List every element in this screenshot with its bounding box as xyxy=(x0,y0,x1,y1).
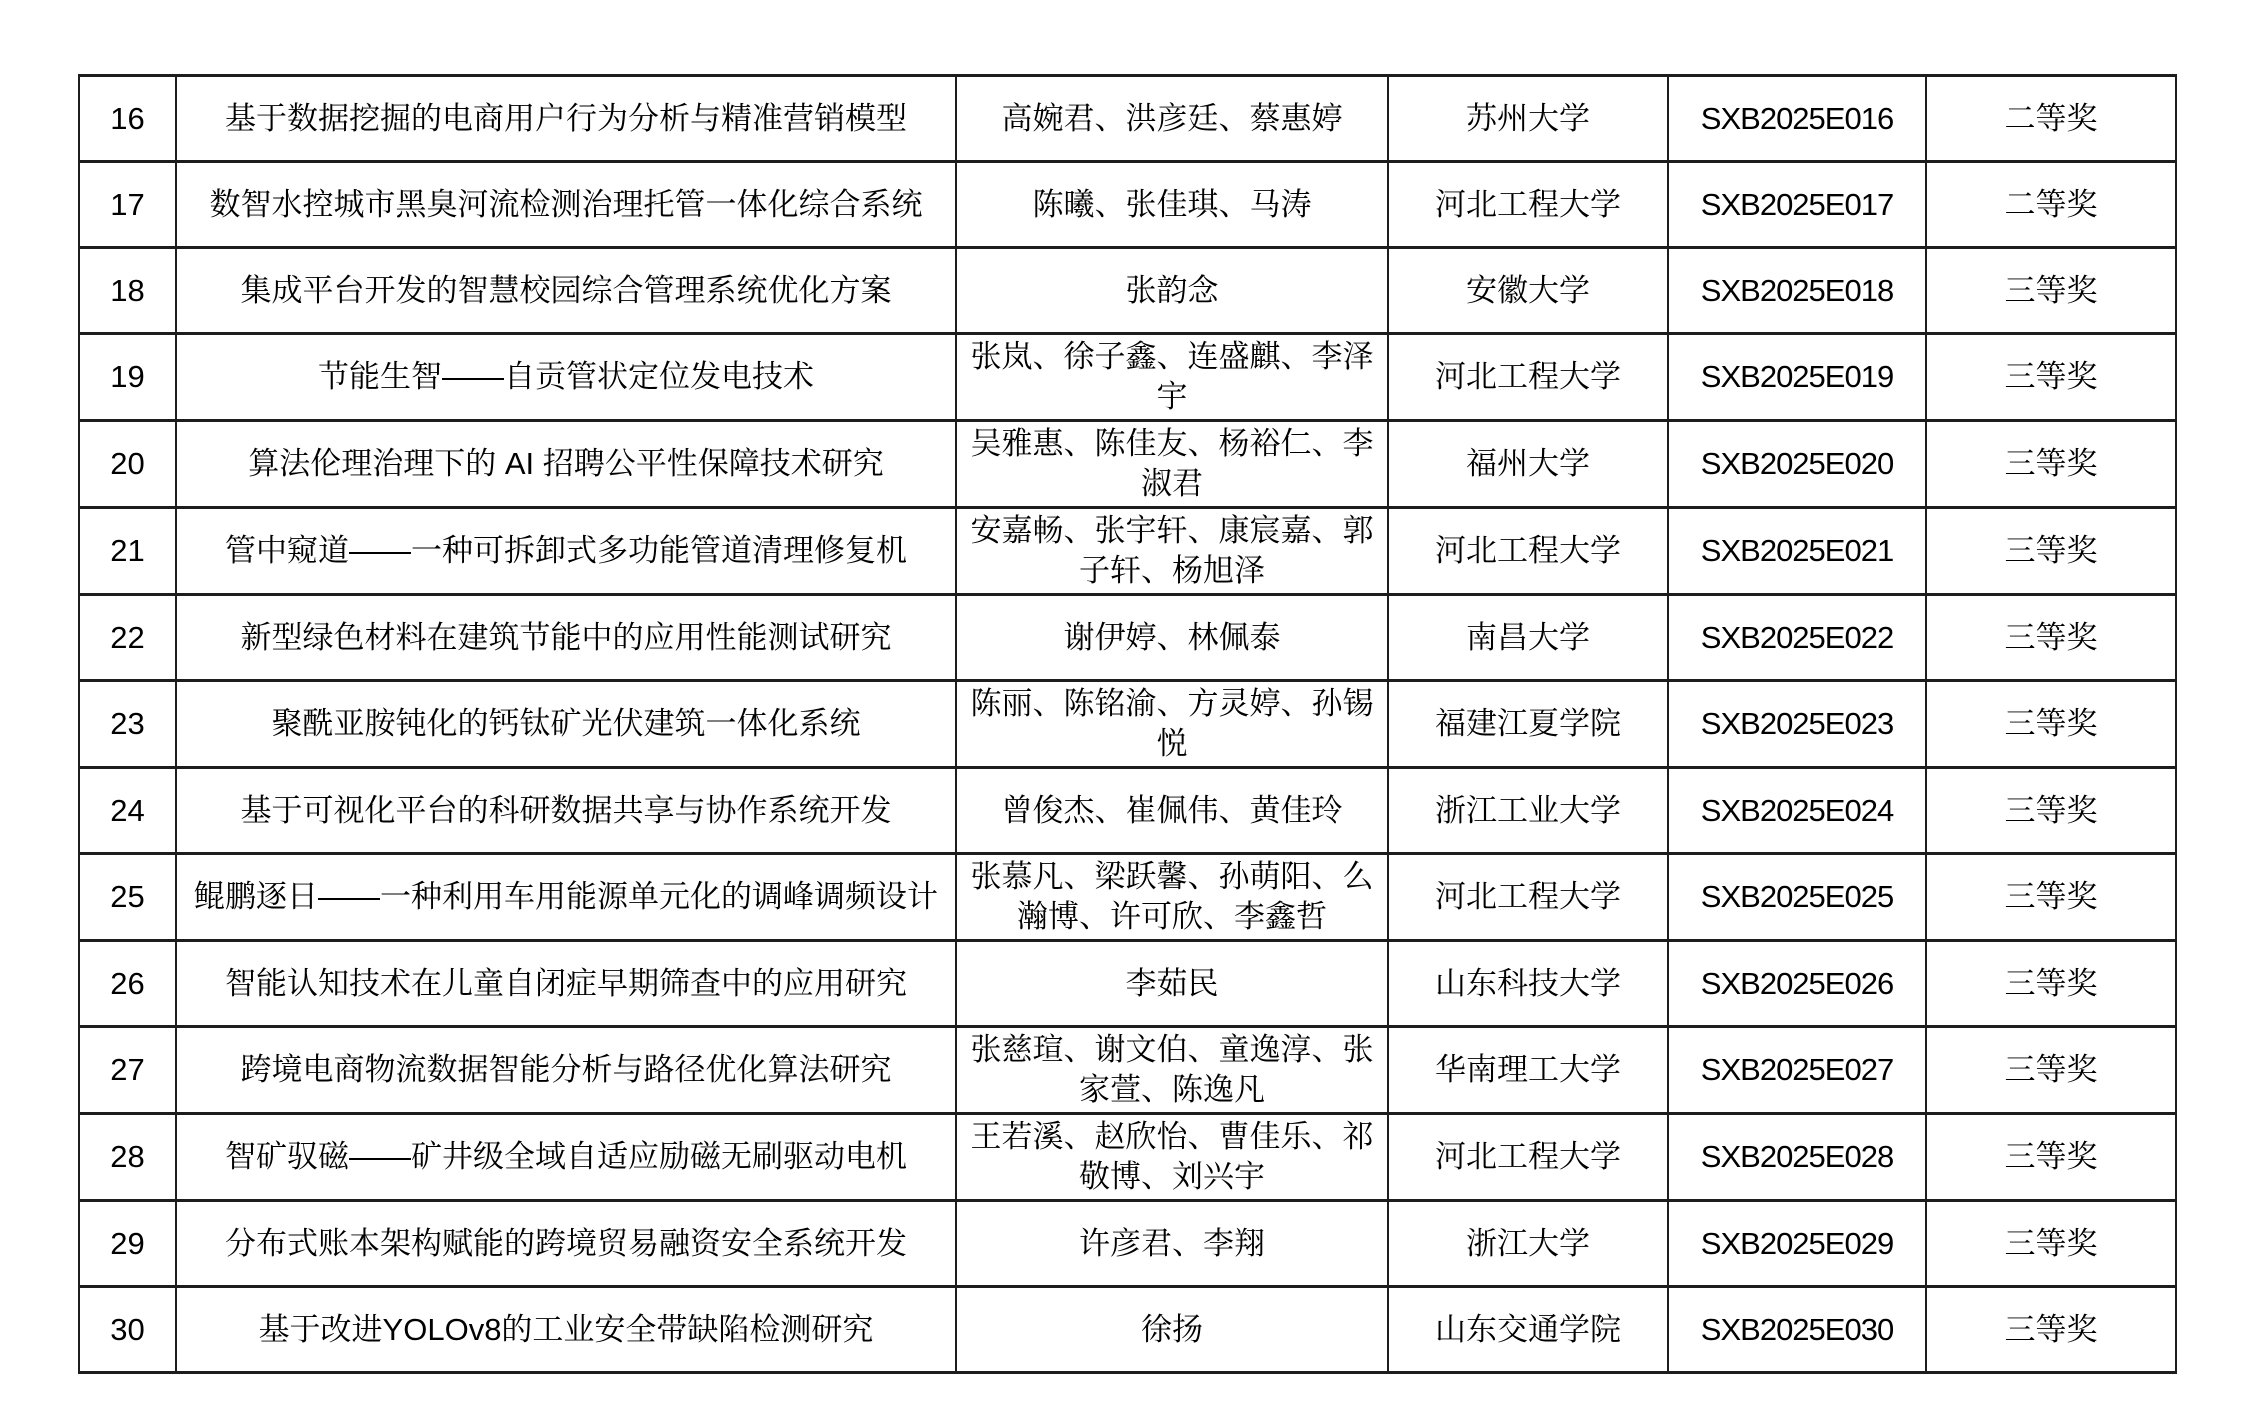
cell-row-number: 24 xyxy=(79,768,176,854)
table-row xyxy=(79,854,2176,941)
table-row xyxy=(79,1114,2176,1201)
cell-entry-code: SXB2025E018 xyxy=(1668,248,1926,334)
cell-university: 苏州大学 xyxy=(1388,76,1668,162)
cell-row-number: 26 xyxy=(79,941,176,1027)
cell-team-members: 高婉君、洪彦廷、蔡惠婷 xyxy=(956,76,1388,162)
cell-row-number: 25 xyxy=(79,854,176,941)
cell-entry-code: SXB2025E025 xyxy=(1668,854,1926,941)
cell-entry-code: SXB2025E024 xyxy=(1668,768,1926,854)
cell-university: 河北工程大学 xyxy=(1388,854,1668,941)
cell-university: 南昌大学 xyxy=(1388,595,1668,681)
cell-row-number: 23 xyxy=(79,681,176,768)
cell-university: 福州大学 xyxy=(1388,421,1668,508)
cell-university: 山东科技大学 xyxy=(1388,941,1668,1027)
cell-team-members: 许彦君、李翔 xyxy=(956,1201,1388,1287)
cell-award-level: 三等奖 xyxy=(1926,248,2176,334)
cell-project-title: 数智水控城市黑臭河流检测治理托管一体化综合系统 xyxy=(176,162,956,248)
cell-team-members: 张慕凡、梁跃馨、孙萌阳、么瀚博、许可欣、李鑫哲 xyxy=(956,854,1388,941)
cell-award-level: 二等奖 xyxy=(1926,162,2176,248)
table-row xyxy=(79,1287,2176,1373)
cell-project-title: 聚酰亚胺钝化的钙钛矿光伏建筑一体化系统 xyxy=(176,681,956,768)
cell-university: 山东交通学院 xyxy=(1388,1287,1668,1373)
cell-award-level: 三等奖 xyxy=(1926,1201,2176,1287)
cell-team-members: 陈曦、张佳琪、马涛 xyxy=(956,162,1388,248)
cell-project-title: 管中窥道——一种可拆卸式多功能管道清理修复机 xyxy=(176,508,956,595)
cell-project-title: 节能生智——自贡管状定位发电技术 xyxy=(176,334,956,421)
awards-table xyxy=(78,74,2177,1374)
cell-award-level: 三等奖 xyxy=(1926,1287,2176,1373)
table-row xyxy=(79,681,2176,768)
cell-award-level: 三等奖 xyxy=(1926,941,2176,1027)
table-row xyxy=(79,941,2176,1027)
cell-university: 河北工程大学 xyxy=(1388,334,1668,421)
cell-team-members: 张岚、徐子鑫、连盛麒、李泽宇 xyxy=(956,334,1388,421)
cell-project-title: 跨境电商物流数据智能分析与路径优化算法研究 xyxy=(176,1027,956,1114)
cell-university: 浙江工业大学 xyxy=(1388,768,1668,854)
cell-project-title: 基于数据挖掘的电商用户行为分析与精准营销模型 xyxy=(176,76,956,162)
cell-entry-code: SXB2025E028 xyxy=(1668,1114,1926,1201)
cell-entry-code: SXB2025E026 xyxy=(1668,941,1926,1027)
table-row xyxy=(79,421,2176,508)
cell-project-title: 新型绿色材料在建筑节能中的应用性能测试研究 xyxy=(176,595,956,681)
cell-entry-code: SXB2025E016 xyxy=(1668,76,1926,162)
cell-team-members: 张慈瑄、谢文伯、童逸淳、张家萱、陈逸凡 xyxy=(956,1027,1388,1114)
cell-award-level: 三等奖 xyxy=(1926,1027,2176,1114)
cell-entry-code: SXB2025E030 xyxy=(1668,1287,1926,1373)
cell-entry-code: SXB2025E029 xyxy=(1668,1201,1926,1287)
cell-row-number: 30 xyxy=(79,1287,176,1373)
cell-entry-code: SXB2025E027 xyxy=(1668,1027,1926,1114)
cell-award-level: 三等奖 xyxy=(1926,421,2176,508)
cell-award-level: 二等奖 xyxy=(1926,76,2176,162)
cell-team-members: 陈丽、陈铭渝、方灵婷、孙锡悦 xyxy=(956,681,1388,768)
cell-university: 福建江夏学院 xyxy=(1388,681,1668,768)
cell-university: 安徽大学 xyxy=(1388,248,1668,334)
cell-project-title: 智矿驭磁——矿井级全域自适应励磁无刷驱动电机 xyxy=(176,1114,956,1201)
table-row xyxy=(79,595,2176,681)
cell-team-members: 王若溪、赵欣怡、曹佳乐、祁敬博、刘兴宇 xyxy=(956,1114,1388,1201)
cell-award-level: 三等奖 xyxy=(1926,1114,2176,1201)
table-row xyxy=(79,248,2176,334)
cell-award-level: 三等奖 xyxy=(1926,508,2176,595)
cell-row-number: 18 xyxy=(79,248,176,334)
cell-award-level: 三等奖 xyxy=(1926,595,2176,681)
cell-row-number: 20 xyxy=(79,421,176,508)
cell-row-number: 28 xyxy=(79,1114,176,1201)
cell-row-number: 16 xyxy=(79,76,176,162)
table-row xyxy=(79,76,2176,162)
table-row xyxy=(79,1027,2176,1114)
table-row xyxy=(79,508,2176,595)
cell-team-members: 吴雅惠、陈佳友、杨裕仁、李淑君 xyxy=(956,421,1388,508)
cell-project-title: 分布式账本架构赋能的跨境贸易融资安全系统开发 xyxy=(176,1201,956,1287)
cell-row-number: 27 xyxy=(79,1027,176,1114)
cell-team-members: 徐扬 xyxy=(956,1287,1388,1373)
cell-award-level: 三等奖 xyxy=(1926,768,2176,854)
cell-award-level: 三等奖 xyxy=(1926,681,2176,768)
cell-project-title: 鲲鹏逐日——一种利用车用能源单元化的调峰调频设计 xyxy=(176,854,956,941)
cell-project-title: 智能认知技术在儿童自闭症早期筛查中的应用研究 xyxy=(176,941,956,1027)
cell-university: 浙江大学 xyxy=(1388,1201,1668,1287)
cell-team-members: 张韵念 xyxy=(956,248,1388,334)
cell-award-level: 三等奖 xyxy=(1926,334,2176,421)
cell-entry-code: SXB2025E022 xyxy=(1668,595,1926,681)
cell-university: 华南理工大学 xyxy=(1388,1027,1668,1114)
table-row xyxy=(79,768,2176,854)
table-row xyxy=(79,1201,2176,1287)
cell-entry-code: SXB2025E017 xyxy=(1668,162,1926,248)
cell-team-members: 谢伊婷、林佩泰 xyxy=(956,595,1388,681)
cell-team-members: 安嘉畅、张宇轩、康宸嘉、郭子轩、杨旭泽 xyxy=(956,508,1388,595)
cell-award-level: 三等奖 xyxy=(1926,854,2176,941)
cell-row-number: 17 xyxy=(79,162,176,248)
cell-university: 河北工程大学 xyxy=(1388,1114,1668,1201)
table-row xyxy=(79,162,2176,248)
cell-team-members: 李茹民 xyxy=(956,941,1388,1027)
cell-row-number: 22 xyxy=(79,595,176,681)
cell-team-members: 曾俊杰、崔佩伟、黄佳玲 xyxy=(956,768,1388,854)
cell-project-title: 算法伦理治理下的 AI 招聘公平性保障技术研究 xyxy=(176,421,956,508)
cell-project-title: 基于改进YOLOv8的工业安全带缺陷检测研究 xyxy=(176,1287,956,1373)
cell-entry-code: SXB2025E023 xyxy=(1668,681,1926,768)
cell-project-title: 基于可视化平台的科研数据共享与协作系统开发 xyxy=(176,768,956,854)
cell-entry-code: SXB2025E020 xyxy=(1668,421,1926,508)
cell-university: 河北工程大学 xyxy=(1388,508,1668,595)
cell-project-title: 集成平台开发的智慧校园综合管理系统优化方案 xyxy=(176,248,956,334)
cell-university: 河北工程大学 xyxy=(1388,162,1668,248)
cell-entry-code: SXB2025E019 xyxy=(1668,334,1926,421)
awards-table-body xyxy=(79,76,2176,1373)
cell-entry-code: SXB2025E021 xyxy=(1668,508,1926,595)
table-row xyxy=(79,334,2176,421)
cell-row-number: 19 xyxy=(79,334,176,421)
cell-row-number: 21 xyxy=(79,508,176,595)
cell-row-number: 29 xyxy=(79,1201,176,1287)
